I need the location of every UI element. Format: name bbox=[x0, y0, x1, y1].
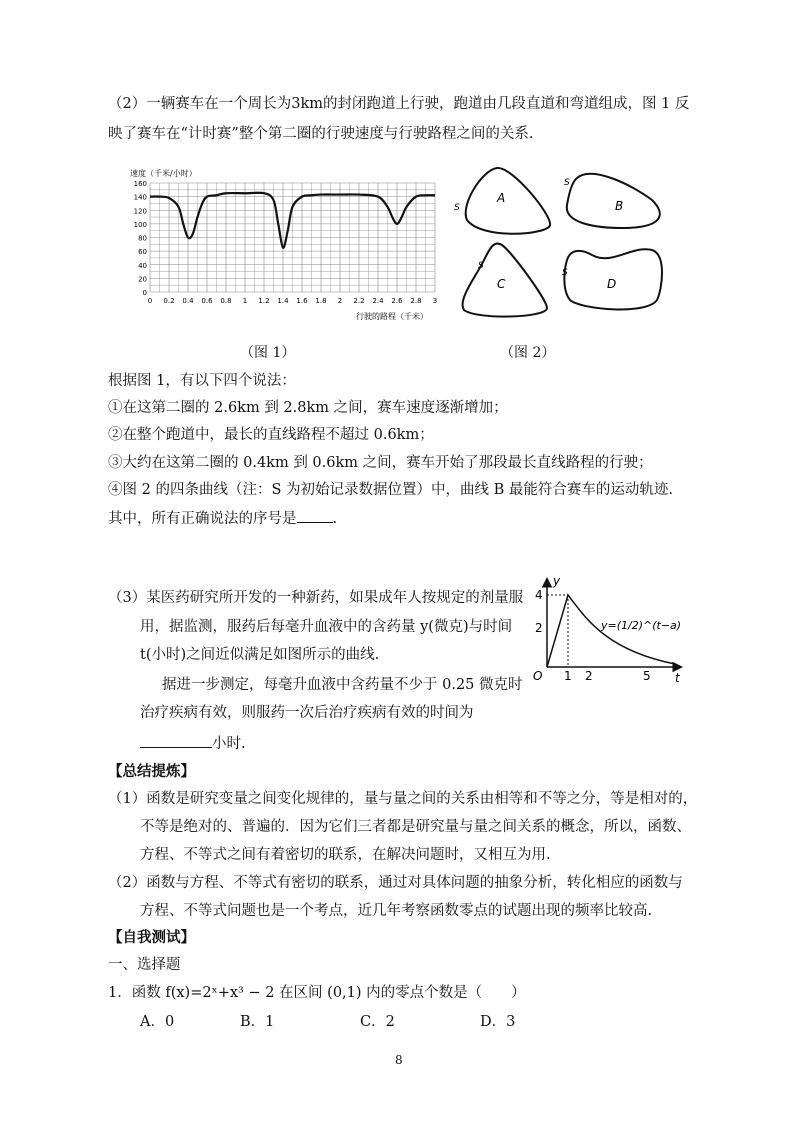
q3-line6-end: 小时. bbox=[212, 736, 246, 752]
q2-ask: 其中，所有正确说法的序号是 bbox=[108, 511, 297, 527]
x-tick-label: 0 bbox=[147, 297, 153, 305]
q3-line3: t(小时)之间近似满足如图所示的曲线. bbox=[140, 647, 380, 663]
track-shape-d bbox=[562, 249, 662, 309]
x-tick-label: 0.4 bbox=[182, 297, 194, 305]
q3-line2: 用，据监测，服药后每毫升血液中的含药量 y(微克)与时间 bbox=[140, 619, 513, 635]
fig2-caption: （图 2） bbox=[500, 345, 556, 361]
tick-1: 1 bbox=[564, 669, 572, 683]
test-q1: 1．函数 f(x)=2ˣ+x³ − 2 在区间 (0,1) 内的零点个数是（ ） bbox=[108, 985, 526, 1001]
x-tick-label: 1.2 bbox=[258, 297, 270, 305]
summary-p1c: 方程、不等式之间有着密切的联系，在解决问题时，又相互为用. bbox=[140, 847, 551, 863]
y-tick-label: 120 bbox=[133, 207, 147, 216]
option-b[interactable]: B．1 bbox=[240, 1014, 275, 1030]
q3-line6 bbox=[140, 733, 246, 754]
s-marker-a: S bbox=[454, 203, 460, 213]
tick-2: 2 bbox=[535, 621, 543, 635]
q2-statement-3: ③大约在这第二圈的 0.4km 到 0.6km 之间，赛车开始了那段最长直线路程的行驶； bbox=[108, 455, 653, 471]
label-b: B bbox=[615, 199, 624, 213]
x-tick-label: 2.8 bbox=[410, 297, 422, 305]
summary-p2a: （2）函数与方程、不等式有密切的联系，通过对具体问题的抽象分析，转化相应的函数与 bbox=[108, 875, 683, 891]
y-tick-label: 20 bbox=[138, 275, 147, 284]
y-tick-label: 40 bbox=[138, 261, 147, 270]
x-tick-label: 3 bbox=[432, 297, 438, 305]
chart-ylabel: 速度（千米/小时） bbox=[130, 169, 197, 178]
x-tick-label: 2.6 bbox=[391, 297, 403, 305]
test-section: 一、选择题 bbox=[108, 957, 181, 973]
drug-concentration-graph bbox=[525, 572, 690, 687]
y-tick-label: 60 bbox=[138, 248, 147, 257]
track-shape-b bbox=[564, 174, 660, 228]
track-shape-a bbox=[454, 168, 550, 234]
origin-label: O bbox=[533, 669, 543, 683]
q2-ask-end: . bbox=[332, 511, 338, 527]
answer-blank-q2[interactable] bbox=[297, 508, 333, 523]
speed-distance-chart bbox=[128, 165, 443, 325]
x-tick-label: 1.8 bbox=[315, 297, 327, 305]
q3-line1: （3）某医药研究所开发的一种新药，如果成年人按规定的剂量服 bbox=[108, 590, 524, 606]
chart-xlabel: 行驶的路程（千米） bbox=[356, 312, 428, 321]
answer-blank-q3[interactable] bbox=[140, 733, 212, 748]
summary-p2b: 方程、不等式问题也是一个考点，近几年考察函数零点的试题出现的频率比较高. bbox=[140, 903, 653, 919]
x-tick-label: 1.4 bbox=[277, 297, 289, 305]
summary-heading: 【总结提炼】 bbox=[108, 763, 195, 780]
option-d[interactable]: D．3 bbox=[480, 1014, 516, 1030]
tick-4: 4 bbox=[535, 588, 543, 602]
y-tick-label: 140 bbox=[133, 193, 147, 202]
q2-statement-4: ④图 2 的四条曲线（注：S 为初始记录数据位置）中，曲线 B 最能符合赛车的运动轨迹. bbox=[108, 482, 673, 498]
x-tick-label: 2 bbox=[337, 297, 343, 305]
q3-line5: 治疗疾病有效，则服药一次后治疗疾病有效的时间为 bbox=[140, 705, 474, 721]
summary-p1b: 不等是绝对的、普遍的．因为它们三者都是研究量与量之间关系的概念，所以，函数、 bbox=[140, 819, 691, 835]
page-number: 8 bbox=[395, 1053, 403, 1067]
test-heading: 【自我测试】 bbox=[108, 929, 195, 946]
summary-p1a: （1）函数是研究变量之间变化规律的，量与量之间的关系由相等和不等之分，等是相对的， bbox=[108, 791, 698, 807]
y-tick-label: 80 bbox=[138, 234, 147, 243]
y-axis-label: y bbox=[553, 574, 561, 588]
q3-line4: 据进一步测定，每毫升血液中含药量不少于 0.25 微克时 bbox=[162, 677, 523, 693]
q2-statement-2: ②在整个跑道中，最长的直线路程不超过 0.6km； bbox=[108, 427, 434, 443]
x-tick-label: 0.6 bbox=[201, 297, 213, 305]
x-tick-label: 2.4 bbox=[372, 297, 384, 305]
tick-5: 5 bbox=[643, 669, 651, 683]
formula-label: y=(1/2)^(t−a) bbox=[601, 619, 682, 632]
track-shapes-figure bbox=[452, 160, 672, 325]
y-tick-label: 160 bbox=[133, 180, 147, 188]
q2-intro: 根据图 1，有以下四个说法： bbox=[108, 373, 296, 389]
x-tick-label: 2.2 bbox=[353, 297, 365, 305]
s-marker-d: S bbox=[562, 268, 568, 278]
t-axis-label: t bbox=[675, 671, 680, 685]
label-d: D bbox=[607, 277, 617, 291]
y-tick-label: 0 bbox=[142, 289, 147, 297]
tick-2t: 2 bbox=[585, 669, 593, 683]
x-tick-label: 1.6 bbox=[296, 297, 308, 305]
x-tick-label: 1 bbox=[242, 297, 248, 305]
track-shape-c bbox=[463, 243, 547, 316]
label-c: C bbox=[497, 277, 506, 291]
s-marker-c: S bbox=[478, 261, 484, 271]
x-tick-label: 0.2 bbox=[163, 297, 175, 305]
s-marker-b: S bbox=[564, 178, 570, 188]
q2-line1: （2）一辆赛车在一个周长为3km的封闭跑道上行驶，跑道由几段直道和弯道组成，图 1 反 bbox=[108, 96, 690, 112]
fig1-caption: （图 1） bbox=[240, 345, 296, 361]
option-a[interactable]: A．0 bbox=[140, 1014, 175, 1030]
label-a: A bbox=[497, 191, 506, 205]
y-tick-label: 100 bbox=[133, 220, 147, 229]
q2-line2: 映了赛车在“计时赛”整个第二圈的行驶速度与行驶路程之间的关系. bbox=[108, 126, 534, 142]
q2-statement-1: ①在这第二圈的 2.6km 到 2.8km 之间，赛车速度逐渐增加； bbox=[108, 400, 508, 416]
q2-question bbox=[108, 508, 337, 529]
x-tick-label: 0.8 bbox=[220, 297, 232, 305]
option-c[interactable]: C．2 bbox=[360, 1014, 395, 1030]
